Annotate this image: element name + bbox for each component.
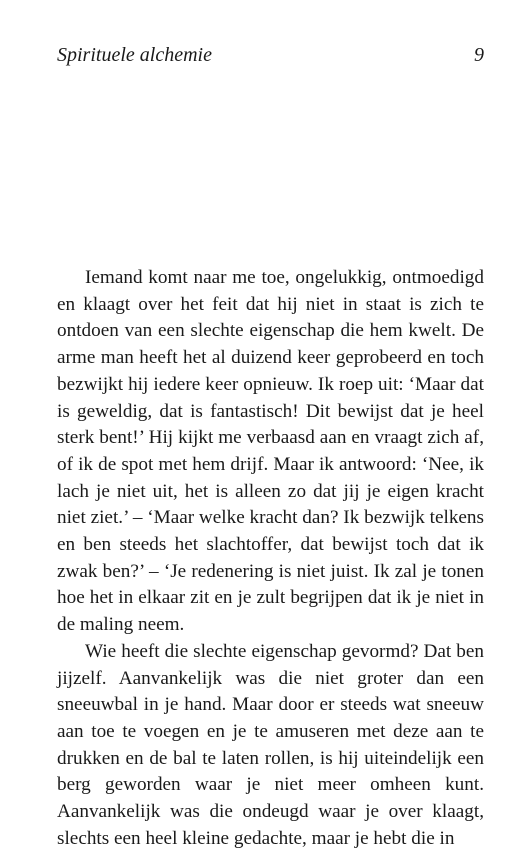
page-number: 9 xyxy=(474,44,484,66)
body-text xyxy=(57,265,484,852)
paragraph: Wie heeft die slechte eigenschap gevormd? Dat ben jijzelf. Aanvankelijk was die niet groter dan een sneeuwbal in je hand. Maar door er steeds wat sneeuw aan toe te voegen en je te amuseren met deze aan te drukken en de bal te laten rollen, is hij uiteindelijk een berg geworden waar je niet meer omheen kunt. Aanvankelijk was die ondeugd waar je over klaagt, slechts een heel kleine gedachte, maar je hebt die in xyxy=(57,640,484,849)
paragraph: Iemand komt naar me toe, ongelukkig, ontmoedigd en klaagt over het feit dat hij niet in staat is zich te ontdoen van een slechte eigenschap die hem kwelt. De arme man heeft het al duizend keer geprobeerd en toch bezwijkt hij iedere keer opnieuw. Ik roep uit: ‘Maar dat is geweldig, dat is fantastisch! Dit bewijst dat je heel sterk bent!’ Hij kijkt me verbaasd aan en vraagt zich af, of ik de spot met hem drijf. Maar ik antwoord: ‘Nee, ik lach je niet uit, het is alleen zo dat jij je eigen kracht niet ziet.’ – ‘Maar welke kracht dan? Ik bezwijk telkens en ben steeds het slachtoffer, dat bewijst toch dat ik zwak ben?’ – ‘Je redenering is niet juist. Ik zal je tonen hoe het in elkaar zit en je zult begrijpen dat ik je niet in de maling neem. xyxy=(57,267,484,636)
running-title: Spirituele alchemie xyxy=(57,44,212,66)
running-header xyxy=(57,42,484,68)
